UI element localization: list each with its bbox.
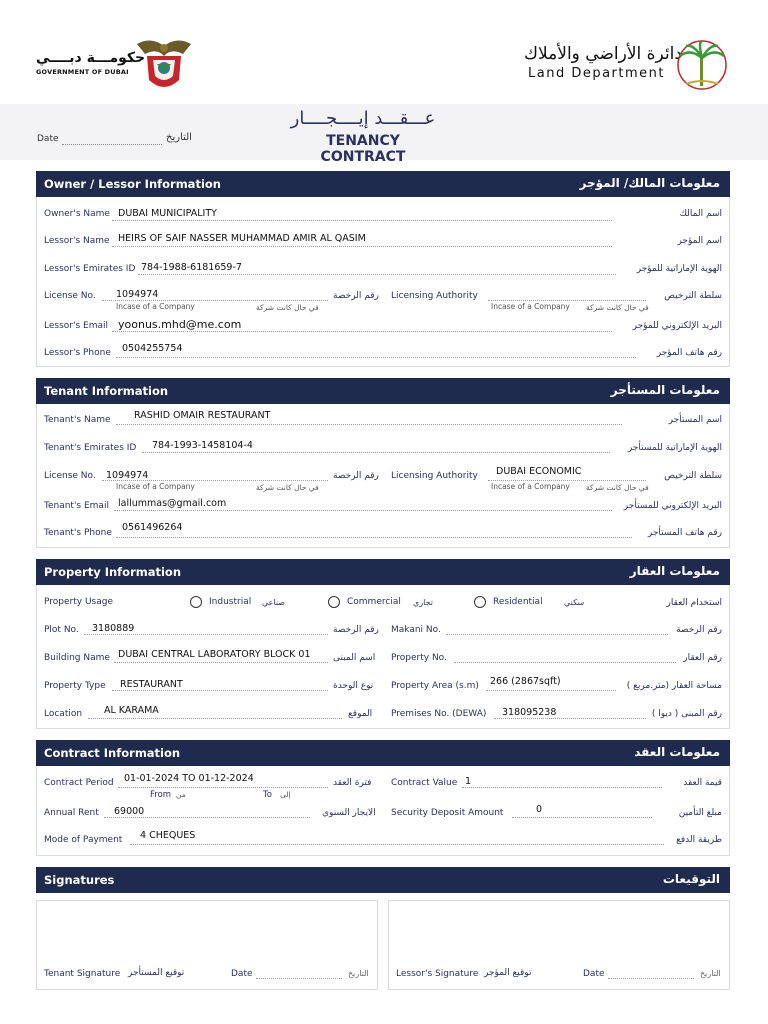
usage-industrial-radio[interactable] <box>190 596 202 608</box>
building-name-label: Building Name <box>44 653 110 663</box>
property-number-line <box>454 662 676 663</box>
payment-mode-label-arabic: طريقة الدفع <box>676 835 722 845</box>
period-to-label: To <box>263 790 272 800</box>
section-title: Property Information <box>44 565 182 579</box>
contract-value-label-arabic: قيمة العقد <box>683 778 722 788</box>
tenant-signature-date-label-arabic: التاريخ <box>348 969 369 978</box>
makani-number-label-arabic: رقم الرخصة <box>676 625 722 635</box>
tenant-name-label: Tenant's Name <box>44 415 111 425</box>
section-title-arabic: معلومات العقد <box>634 745 720 759</box>
tenant-signature-label-arabic: توقيع المستأجر <box>128 968 185 978</box>
lessor-authority-label-arabic: سلطة الترخيص <box>664 291 722 301</box>
tenant-phone-label-arabic: رقم هاتف المستأجر <box>647 528 722 538</box>
property-type-value[interactable]: RESTAURANT <box>120 679 183 690</box>
government-of-dubai-label: GOVERNMENT OF DUBAI <box>36 68 129 76</box>
section-title: Signatures <box>44 873 115 887</box>
premises-dewa-line <box>494 718 646 719</box>
usage-commercial-label-arabic: تجاري <box>413 598 433 607</box>
premises-dewa-label-arabic: رقم المبنى ( ديوا ) <box>651 709 722 719</box>
section-title-arabic: التوقيعات <box>662 872 720 886</box>
date-field-line <box>62 144 162 145</box>
annual-rent-line <box>104 817 310 818</box>
contract-period-label-arabic: فترة العقد <box>333 778 372 788</box>
incase-company-note-arabic: في حال كانت شركة <box>256 483 319 492</box>
tenant-authority-label: Licensing Authority <box>391 471 478 481</box>
tenant-section-header <box>36 378 730 404</box>
section-title-arabic: معلومات المالك/ المؤجر <box>579 176 720 190</box>
tenant-signature-label: Tenant Signature <box>44 969 121 979</box>
owner-section-header <box>36 171 730 197</box>
lessor-phone-label-arabic: رقم هاتف المؤجر <box>656 348 722 358</box>
tenant-authority-line <box>488 480 646 481</box>
incase-company-note-arabic: في حال كانت شركة <box>586 483 649 492</box>
lessor-eid-label-arabic: الهوية الإماراتية للمؤجر <box>636 264 722 274</box>
tenant-email-line <box>114 510 612 511</box>
property-area-value[interactable]: 266 (2867sqft) <box>490 676 561 687</box>
contract-value-line <box>462 787 662 788</box>
lessor-signature-label: Lessor's Signature <box>396 969 479 979</box>
signatures-section-header <box>36 867 730 893</box>
owner-name-value[interactable]: DUBAI MUNICIPALITY <box>118 208 217 219</box>
tenant-license-line <box>102 480 328 481</box>
owner-name-label-arabic: اسم المالك <box>679 209 722 219</box>
contract-period-line <box>118 787 328 788</box>
lessor-eid-label: Lessor's Emirates ID <box>44 264 136 274</box>
contract-value-label: Contract Value <box>391 778 458 788</box>
tenant-signature-date-line <box>256 978 342 979</box>
tenant-phone-line <box>116 537 632 538</box>
lessor-license-label: License No. <box>44 291 96 301</box>
date-label: Date <box>37 134 59 144</box>
lessor-phone-line <box>116 357 636 358</box>
lessor-name-value[interactable]: HEIRS OF SAIF NASSER MUHAMMAD AMIR AL QASIM <box>118 233 366 244</box>
tenant-email-value[interactable]: lallummas@gmail.com <box>118 498 227 509</box>
property-area-label-arabic: مساحة العقار (متر.مربع ) <box>626 681 722 691</box>
government-of-dubai-arabic: حكومـــة دبــــي <box>36 50 146 66</box>
security-deposit-label-arabic: مبلغ التأمين <box>678 808 722 818</box>
lessor-eid-line <box>138 274 616 275</box>
usage-residential-radio[interactable] <box>474 596 486 608</box>
payment-mode-line <box>130 844 664 845</box>
period-from-label-arabic: من <box>176 790 186 799</box>
location-value[interactable]: AL KARAMA <box>104 705 159 716</box>
property-usage-label: Property Usage <box>44 597 113 607</box>
property-area-line <box>486 690 616 691</box>
lessor-authority-label: Licensing Authority <box>391 291 478 301</box>
lessor-authority-line <box>488 300 646 301</box>
section-title: Tenant Information <box>44 384 169 398</box>
property-section-header <box>36 559 730 585</box>
contract-section-header <box>36 740 730 766</box>
property-type-label: Property Type <box>44 681 106 691</box>
section-title: Owner / Lessor Information <box>44 177 221 191</box>
property-type-label-arabic: نوع الوحدة <box>333 681 374 691</box>
building-name-label-arabic: اسم المبنى <box>333 653 376 663</box>
makani-number-line <box>446 634 668 635</box>
location-label-arabic: الموقع <box>348 709 373 719</box>
tenant-signature-date-label: Date <box>231 969 253 979</box>
period-from-label: From <box>150 790 172 800</box>
dubai-emblem-icon <box>131 34 197 96</box>
building-name-value[interactable]: DUBAI CENTRAL LABORATORY BLOCK 01 <box>118 649 311 660</box>
contract-title-arabic: عـــقـــد إيــــجــــار <box>290 108 436 129</box>
contract-period-value[interactable]: 01-01-2024 TO 01-12-2024 <box>124 773 254 784</box>
incase-company-note: Incase of a Company <box>491 302 570 311</box>
lessor-license-label-arabic: رقم الرخصة <box>333 291 379 301</box>
tenant-authority-label-arabic: سلطة الترخيص <box>664 471 722 481</box>
building-name-line <box>114 662 328 663</box>
annual-rent-label-arabic: الايجار السنوي <box>322 808 376 818</box>
lessor-signature-date-line <box>608 978 694 979</box>
usage-commercial-label: Commercial <box>347 597 401 607</box>
location-line <box>88 718 342 719</box>
date-label-arabic: التاريخ <box>166 132 192 143</box>
incase-company-note: Incase of a Company <box>116 302 195 311</box>
incase-company-note: Incase of a Company <box>116 482 195 491</box>
lessor-email-label-arabic: البريد الإلكتروني للمؤجر <box>632 321 722 331</box>
tenant-license-label: License No. <box>44 471 96 481</box>
tenant-license-value[interactable]: 1094974 <box>106 470 149 481</box>
tenant-email-label-arabic: البريد الإلكتروني للمستأجر <box>623 501 722 511</box>
plot-number-label: Plot No. <box>44 625 79 635</box>
contract-value-value[interactable]: 1 <box>465 776 472 787</box>
lessor-license-line <box>102 300 328 301</box>
tenant-name-line <box>116 424 622 425</box>
property-number-label: Property No. <box>391 653 447 663</box>
location-label: Location <box>44 709 83 719</box>
tenant-phone-value[interactable]: 0561496264 <box>122 522 183 533</box>
property-usage-label-arabic: استخدام العقار <box>666 598 722 608</box>
incase-company-note-arabic: في حال كانت شركة <box>586 303 649 312</box>
usage-commercial-radio[interactable] <box>328 596 340 608</box>
usage-industrial-label-arabic: صناعي <box>262 598 286 607</box>
premises-dewa-label: Premises No. (DEWA) <box>391 709 487 719</box>
payment-mode-label: Mode of Payment <box>44 835 123 845</box>
lessor-name-label-arabic: اسم المؤجر <box>677 236 722 246</box>
lessor-email-label: Lessor's Email <box>44 321 108 331</box>
contract-period-label: Contract Period <box>44 778 114 788</box>
property-area-label: Property Area (s.m) <box>391 681 479 691</box>
period-to-label-arabic: إلى <box>280 790 291 799</box>
lessor-phone-label: Lessor's Phone <box>44 348 111 358</box>
tenant-eid-value[interactable]: 784-1993-1458104-4 <box>152 440 253 451</box>
annual-rent-label: Annual Rent <box>44 808 99 818</box>
plot-number-line <box>84 634 328 635</box>
section-title: Contract Information <box>44 746 181 760</box>
annual-rent-value[interactable]: 69000 <box>114 806 145 817</box>
premises-dewa-value[interactable]: 318095238 <box>502 707 557 718</box>
security-deposit-value[interactable]: 0 <box>536 804 543 815</box>
lessor-email-line <box>112 331 612 332</box>
owner-name-label: Owner's Name <box>44 209 110 219</box>
property-type-line <box>112 690 328 691</box>
land-department-arabic: دائرة الأراضي والأملاك <box>524 44 682 64</box>
payment-mode-value[interactable]: 4 CHEQUES <box>140 830 196 841</box>
lessor-email-value[interactable]: yoonus.mhd@me.com <box>118 318 242 331</box>
incase-company-note: Incase of a Company <box>491 482 570 491</box>
section-title-arabic: معلومات المستأجر <box>610 383 720 397</box>
owner-section-body <box>36 197 730 367</box>
section-title-arabic: معلومات العقار <box>629 564 720 578</box>
lessor-name-line <box>112 246 612 247</box>
tenant-phone-label: Tenant's Phone <box>44 528 112 538</box>
usage-residential-label-arabic: سكني <box>564 598 585 607</box>
lessor-signature-label-arabic: توقيع المؤجر <box>484 968 532 978</box>
plot-number-label-arabic: رقم الرخصة <box>333 625 379 635</box>
tenant-authority-value[interactable]: DUBAI ECONOMIC <box>496 466 582 477</box>
tenant-eid-label-arabic: الهوية الإماراتية للمستأجر <box>627 443 722 453</box>
usage-industrial-label: Industrial <box>209 597 252 607</box>
security-deposit-label: Security Deposit Amount <box>391 808 504 818</box>
tenant-eid-label: Tenant's Emirates ID <box>44 443 137 453</box>
usage-residential-label: Residential <box>493 597 543 607</box>
page-header <box>0 0 768 104</box>
incase-company-note-arabic: في حال كانت شركة <box>256 303 319 312</box>
tenant-eid-line <box>142 452 610 453</box>
tenant-email-label: Tenant's Email <box>44 501 109 511</box>
tenant-name-label-arabic: اسم المستأجر <box>668 415 722 425</box>
lessor-signature-date-label: Date <box>583 969 605 979</box>
tenant-license-label-arabic: رقم الرخصة <box>333 471 379 481</box>
plot-number-value[interactable]: 3180889 <box>92 623 135 634</box>
lessor-phone-value[interactable]: 0504255754 <box>122 343 183 354</box>
property-number-label-arabic: رقم العقار <box>683 653 722 663</box>
lessor-eid-value[interactable]: 784-1988-6181659-7 <box>141 262 242 273</box>
makani-number-label: Makani No. <box>391 625 441 635</box>
lessor-name-label: Lessor's Name <box>44 236 110 246</box>
lessor-signature-date-label-arabic: التاريخ <box>700 969 721 978</box>
lessor-license-value[interactable]: 1094974 <box>116 289 159 300</box>
contract-title: TENANCY CONTRACT <box>320 133 406 165</box>
security-deposit-line <box>512 817 652 818</box>
land-department-palm-icon <box>672 40 732 90</box>
land-department-label: Land Department <box>528 66 665 81</box>
tenant-name-value[interactable]: RASHID OMAIR RESTAURANT <box>134 410 271 421</box>
owner-name-line <box>112 220 612 221</box>
